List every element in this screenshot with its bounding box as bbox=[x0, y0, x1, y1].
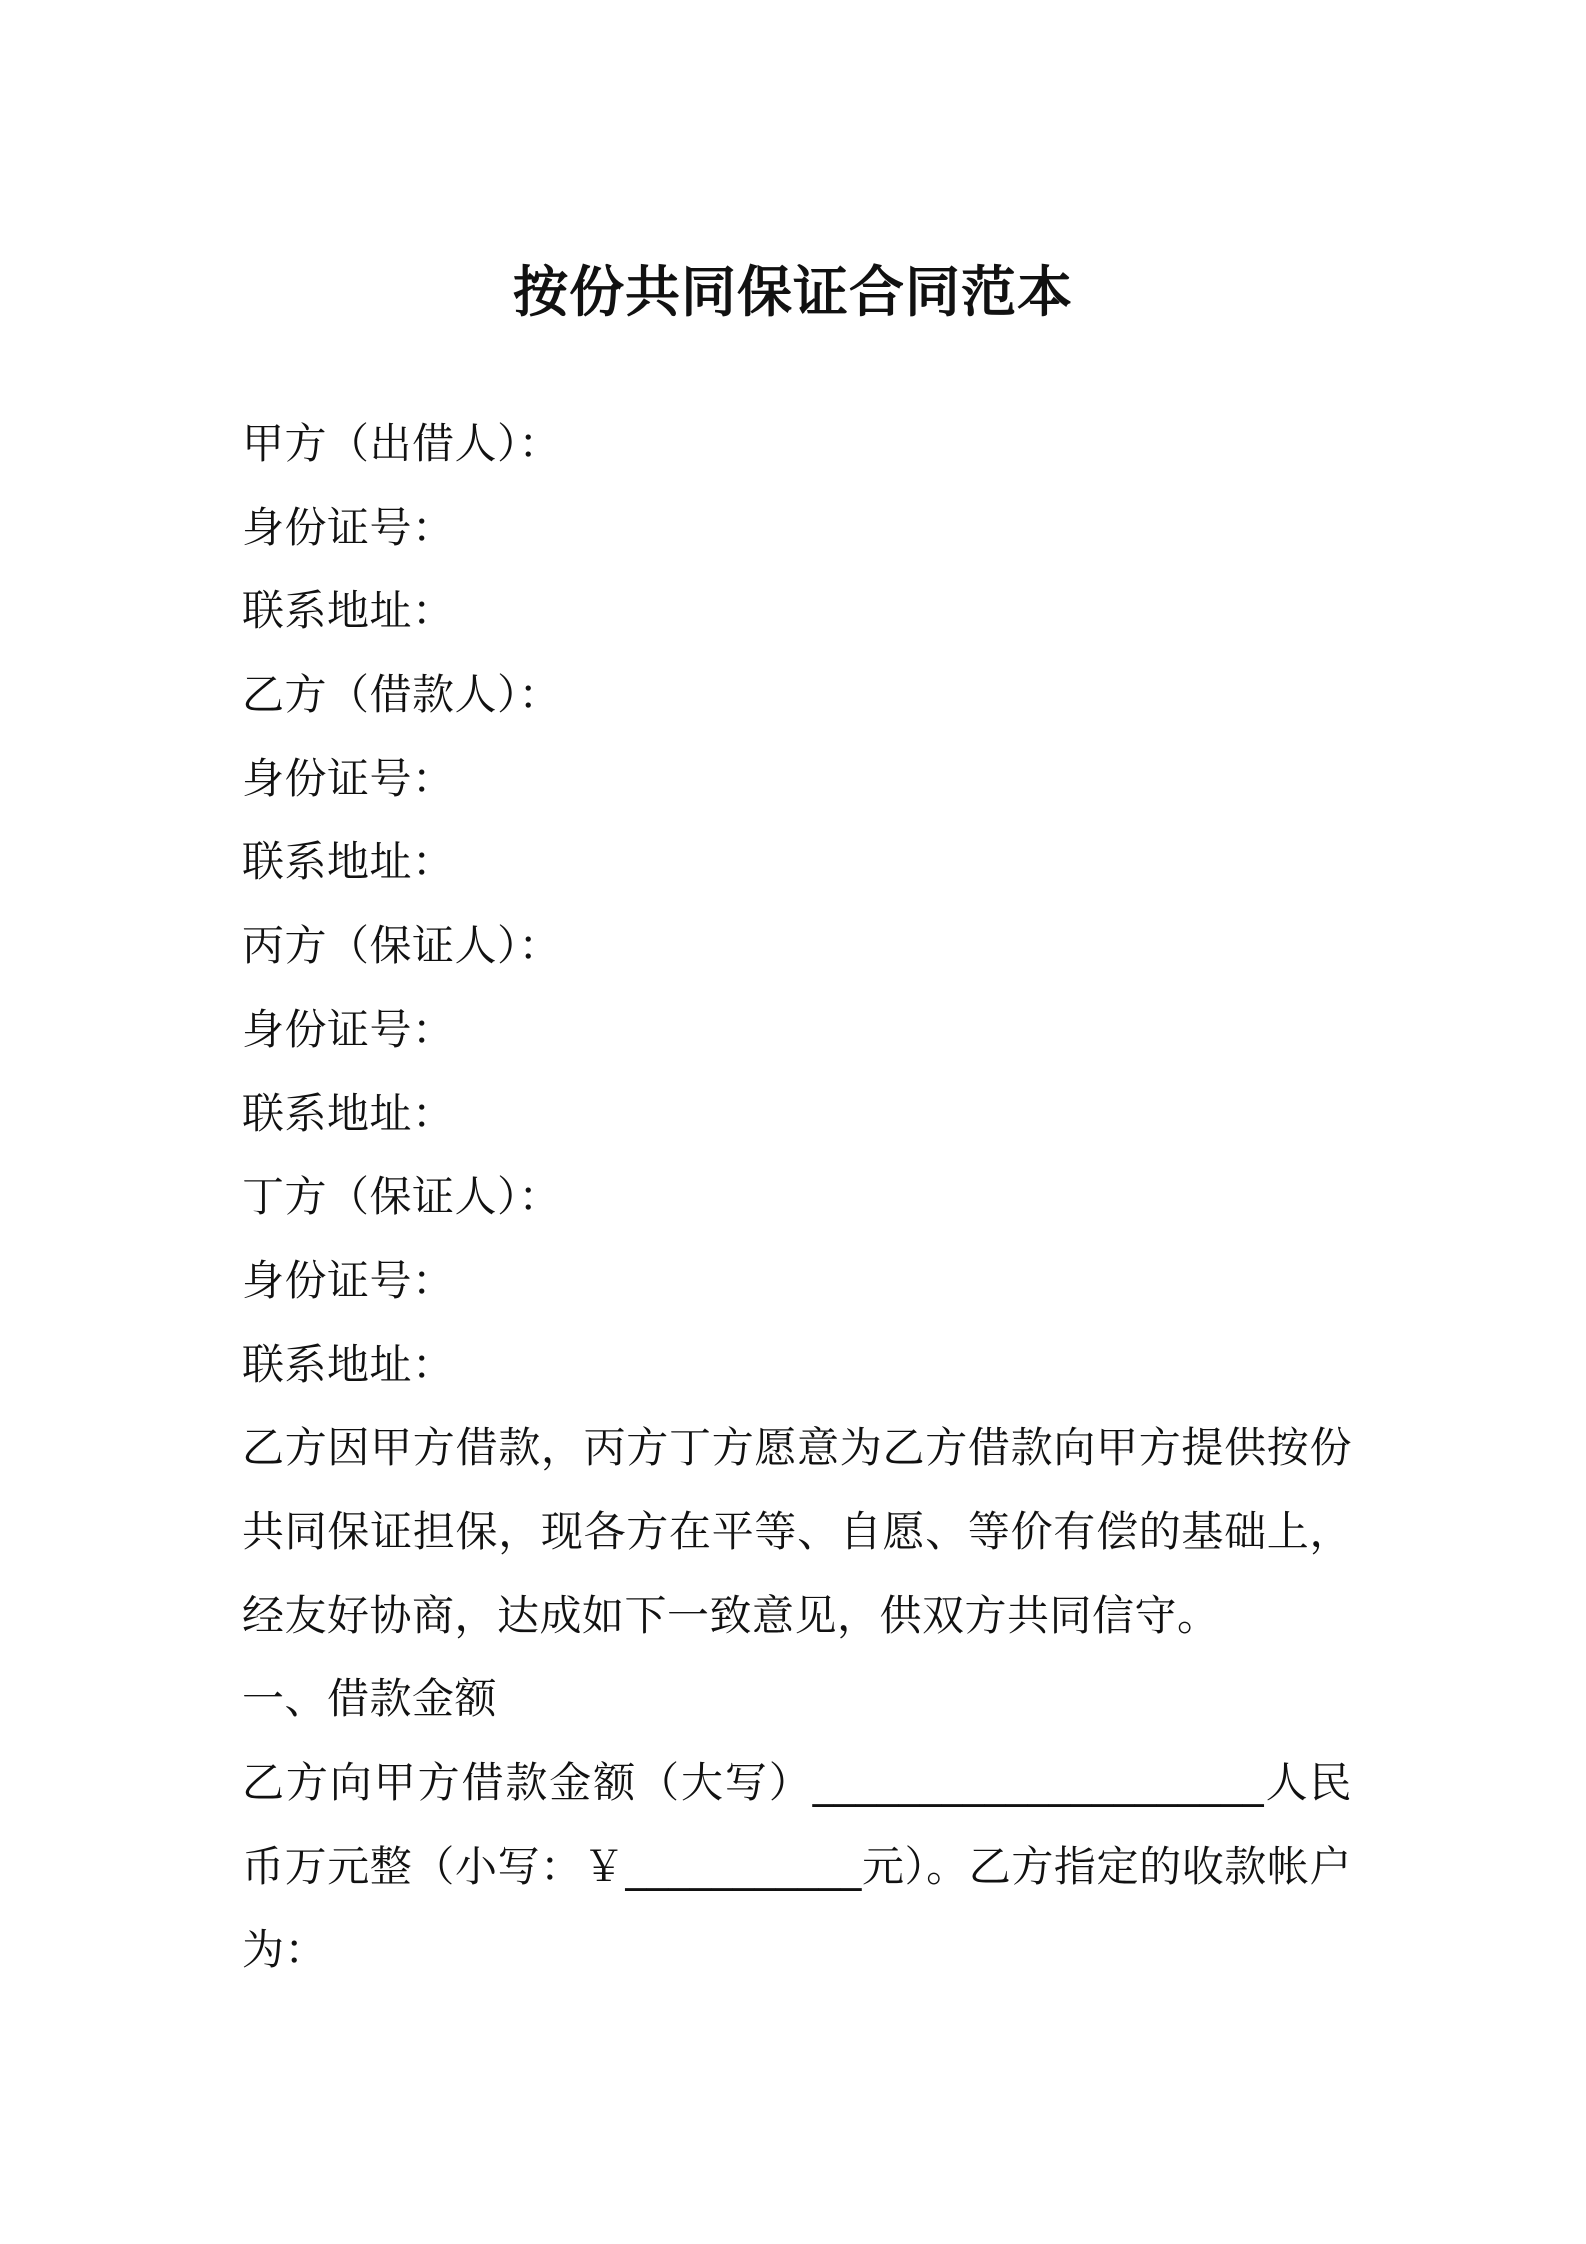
party-a-label: 甲方（出借人）： bbox=[242, 419, 562, 468]
party-b-label: 乙方（借款人）： bbox=[242, 670, 562, 720]
section-1-heading: 一、借款金额 bbox=[242, 1674, 498, 1724]
party-b-id-label: 身份证号： bbox=[242, 753, 455, 803]
party-c-address-label: 联系地址： bbox=[242, 1088, 455, 1138]
party-d-id-label: 身份证号： bbox=[242, 1255, 455, 1305]
party-a-id-label: 身份证号： bbox=[242, 502, 455, 552]
party-a-address-label: 联系地址： bbox=[242, 586, 455, 636]
preamble-paragraph: 乙方因甲方借款，丙方丁方愿意为乙方借款向甲方提供按份共同保证担保，现各方在平等、自愿、等价有偿的基础上，经友好协商，达成如下一致意见，供双方共同信守。 bbox=[242, 1423, 1352, 1640]
party-d-address-label: 联系地址： bbox=[242, 1339, 455, 1389]
party-b-address-label: 联系地址： bbox=[242, 837, 455, 887]
document-body bbox=[242, 402, 1352, 1992]
party-c-id-label: 身份证号： bbox=[242, 1004, 455, 1054]
party-d-label: 丁方（保证人）： bbox=[242, 1172, 562, 1222]
party-c-label: 丙方（保证人）： bbox=[242, 921, 562, 971]
document-title: 按份共同保证合同范本 bbox=[512, 260, 1073, 324]
section-1-paragraph: 乙方向甲方借款金额（大写）_____________________人民币万元整（小写：￥___________元）。乙方指定的收款帐户为： bbox=[242, 1758, 1352, 1975]
